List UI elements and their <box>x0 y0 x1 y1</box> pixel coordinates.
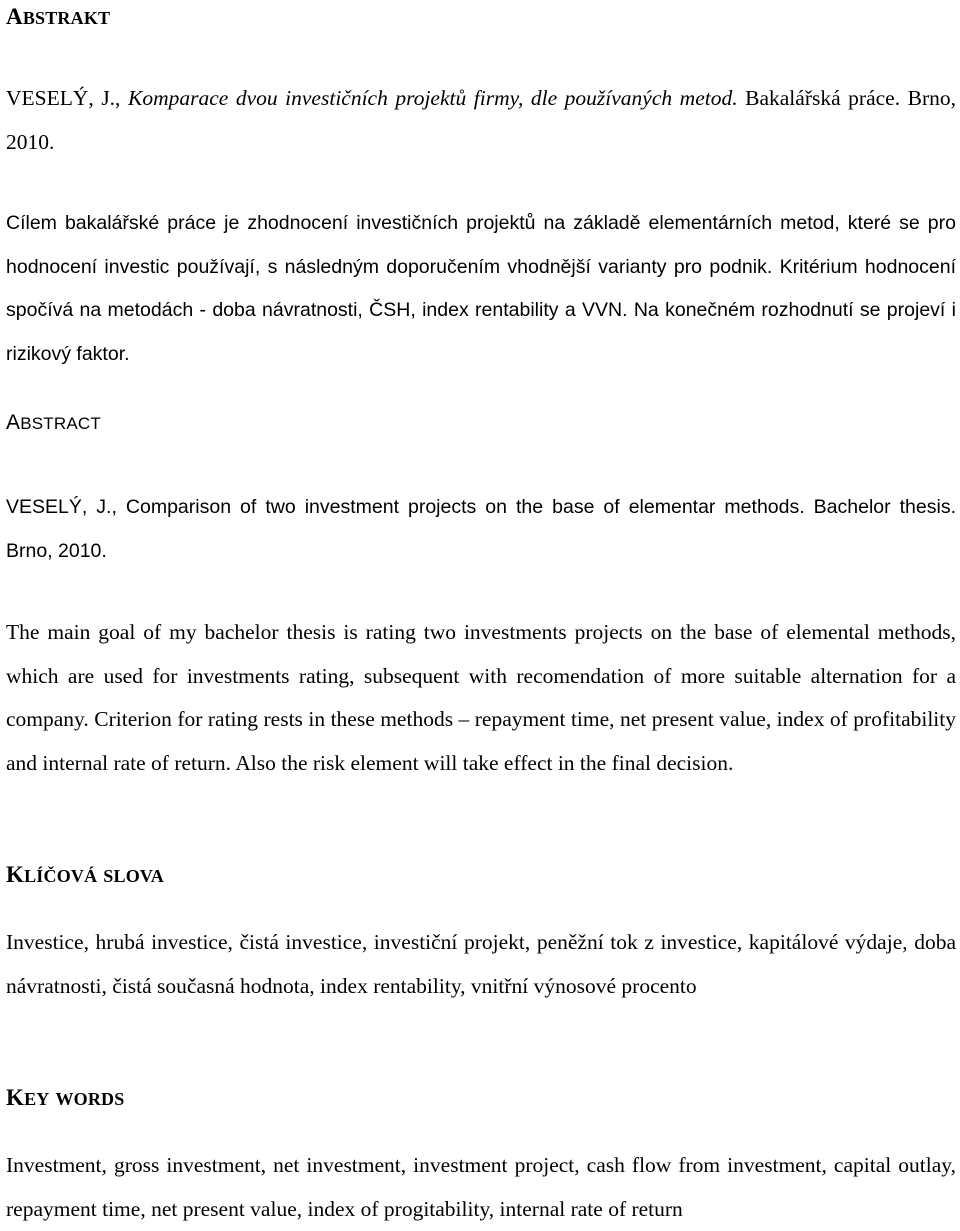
abstrakt-heading-initial: A <box>6 4 23 29</box>
abstrakt-body-text: Cílem bakalářské práce je zhodnocení investičních projektů na základě elementárních metod, které se pro hodnocení investic používají, s následným doporučením vhodnější varianty pro podnik. Kritérium hodnocení spočívá na metodách - doba návratnosti, ČSH, index rentability a VVN. Na konečném rozhodnutí se projeví i rizikový faktor. <box>6 212 956 365</box>
abstrakt-citation-author: VESELÝ, J., <box>6 86 128 110</box>
key-words-heading-initial: K <box>6 1085 25 1110</box>
abstract-body-text: The main goal of my bachelor thesis is rating two investments projects on the base of elemental methods, which are used for investments rating, subsequent with recomendation of more suitable alternation for a company. Criterion for rating rests in these methods – repayment time, net present value, index of profitability and internal rate of return. Also the risk element will take effect in the final decision. <box>6 620 956 775</box>
abstract-heading <box>6 408 956 439</box>
key-words-heading-rest: WORDS <box>55 1089 125 1109</box>
klicova-slova-body-text: Investice, hrubá investice, čistá investice, investiční projekt, peněžní tok z investice, kapitálové výdaje, doba návratnosti, čistá současná hodnota, index rentability, vnitřní výnosové procento <box>6 930 956 998</box>
abstrakt-body <box>6 202 956 376</box>
abstrakt-citation <box>6 77 956 164</box>
abstract-citation-text: VESELÝ, J., Comparison of two investment projects on the base of elementar methods. Bachelor thesis. Brno, 2010. <box>6 496 956 562</box>
klicova-slova-heading-initial2: S <box>103 866 114 886</box>
klicova-slova-heading-initial: K <box>6 862 25 887</box>
abstract-heading-rest: BSTRACT <box>20 414 101 433</box>
abstract-body <box>6 611 956 785</box>
key-words-heading-mid: EY <box>24 1089 50 1109</box>
abstract-heading-initial: A <box>6 411 21 434</box>
abstrakt-heading <box>6 2 956 33</box>
abstract-citation <box>6 486 956 573</box>
key-words-heading <box>6 1083 956 1114</box>
klicova-slova-heading-rest: LOVA <box>113 866 164 886</box>
abstrakt-citation-title: Komparace dvou investičních projektů firmy, dle používaných metod. <box>127 86 738 110</box>
klicova-slova-heading-mid: LÍČOVÁ <box>24 866 98 886</box>
klicova-slova-heading <box>6 860 956 891</box>
key-words-body <box>6 1144 956 1231</box>
abstrakt-citation-rest: Bakalářská práce. Brno, 2010. <box>6 86 956 154</box>
klicova-slova-body <box>6 921 956 1008</box>
key-words-body-text: Investment, gross investment, net investment, investment project, cash flow from investment, capital outlay, repayment time, net present value, index of progitability, internal rate of return <box>6 1153 956 1221</box>
abstrakt-heading-rest: BSTRAKT <box>22 8 111 28</box>
